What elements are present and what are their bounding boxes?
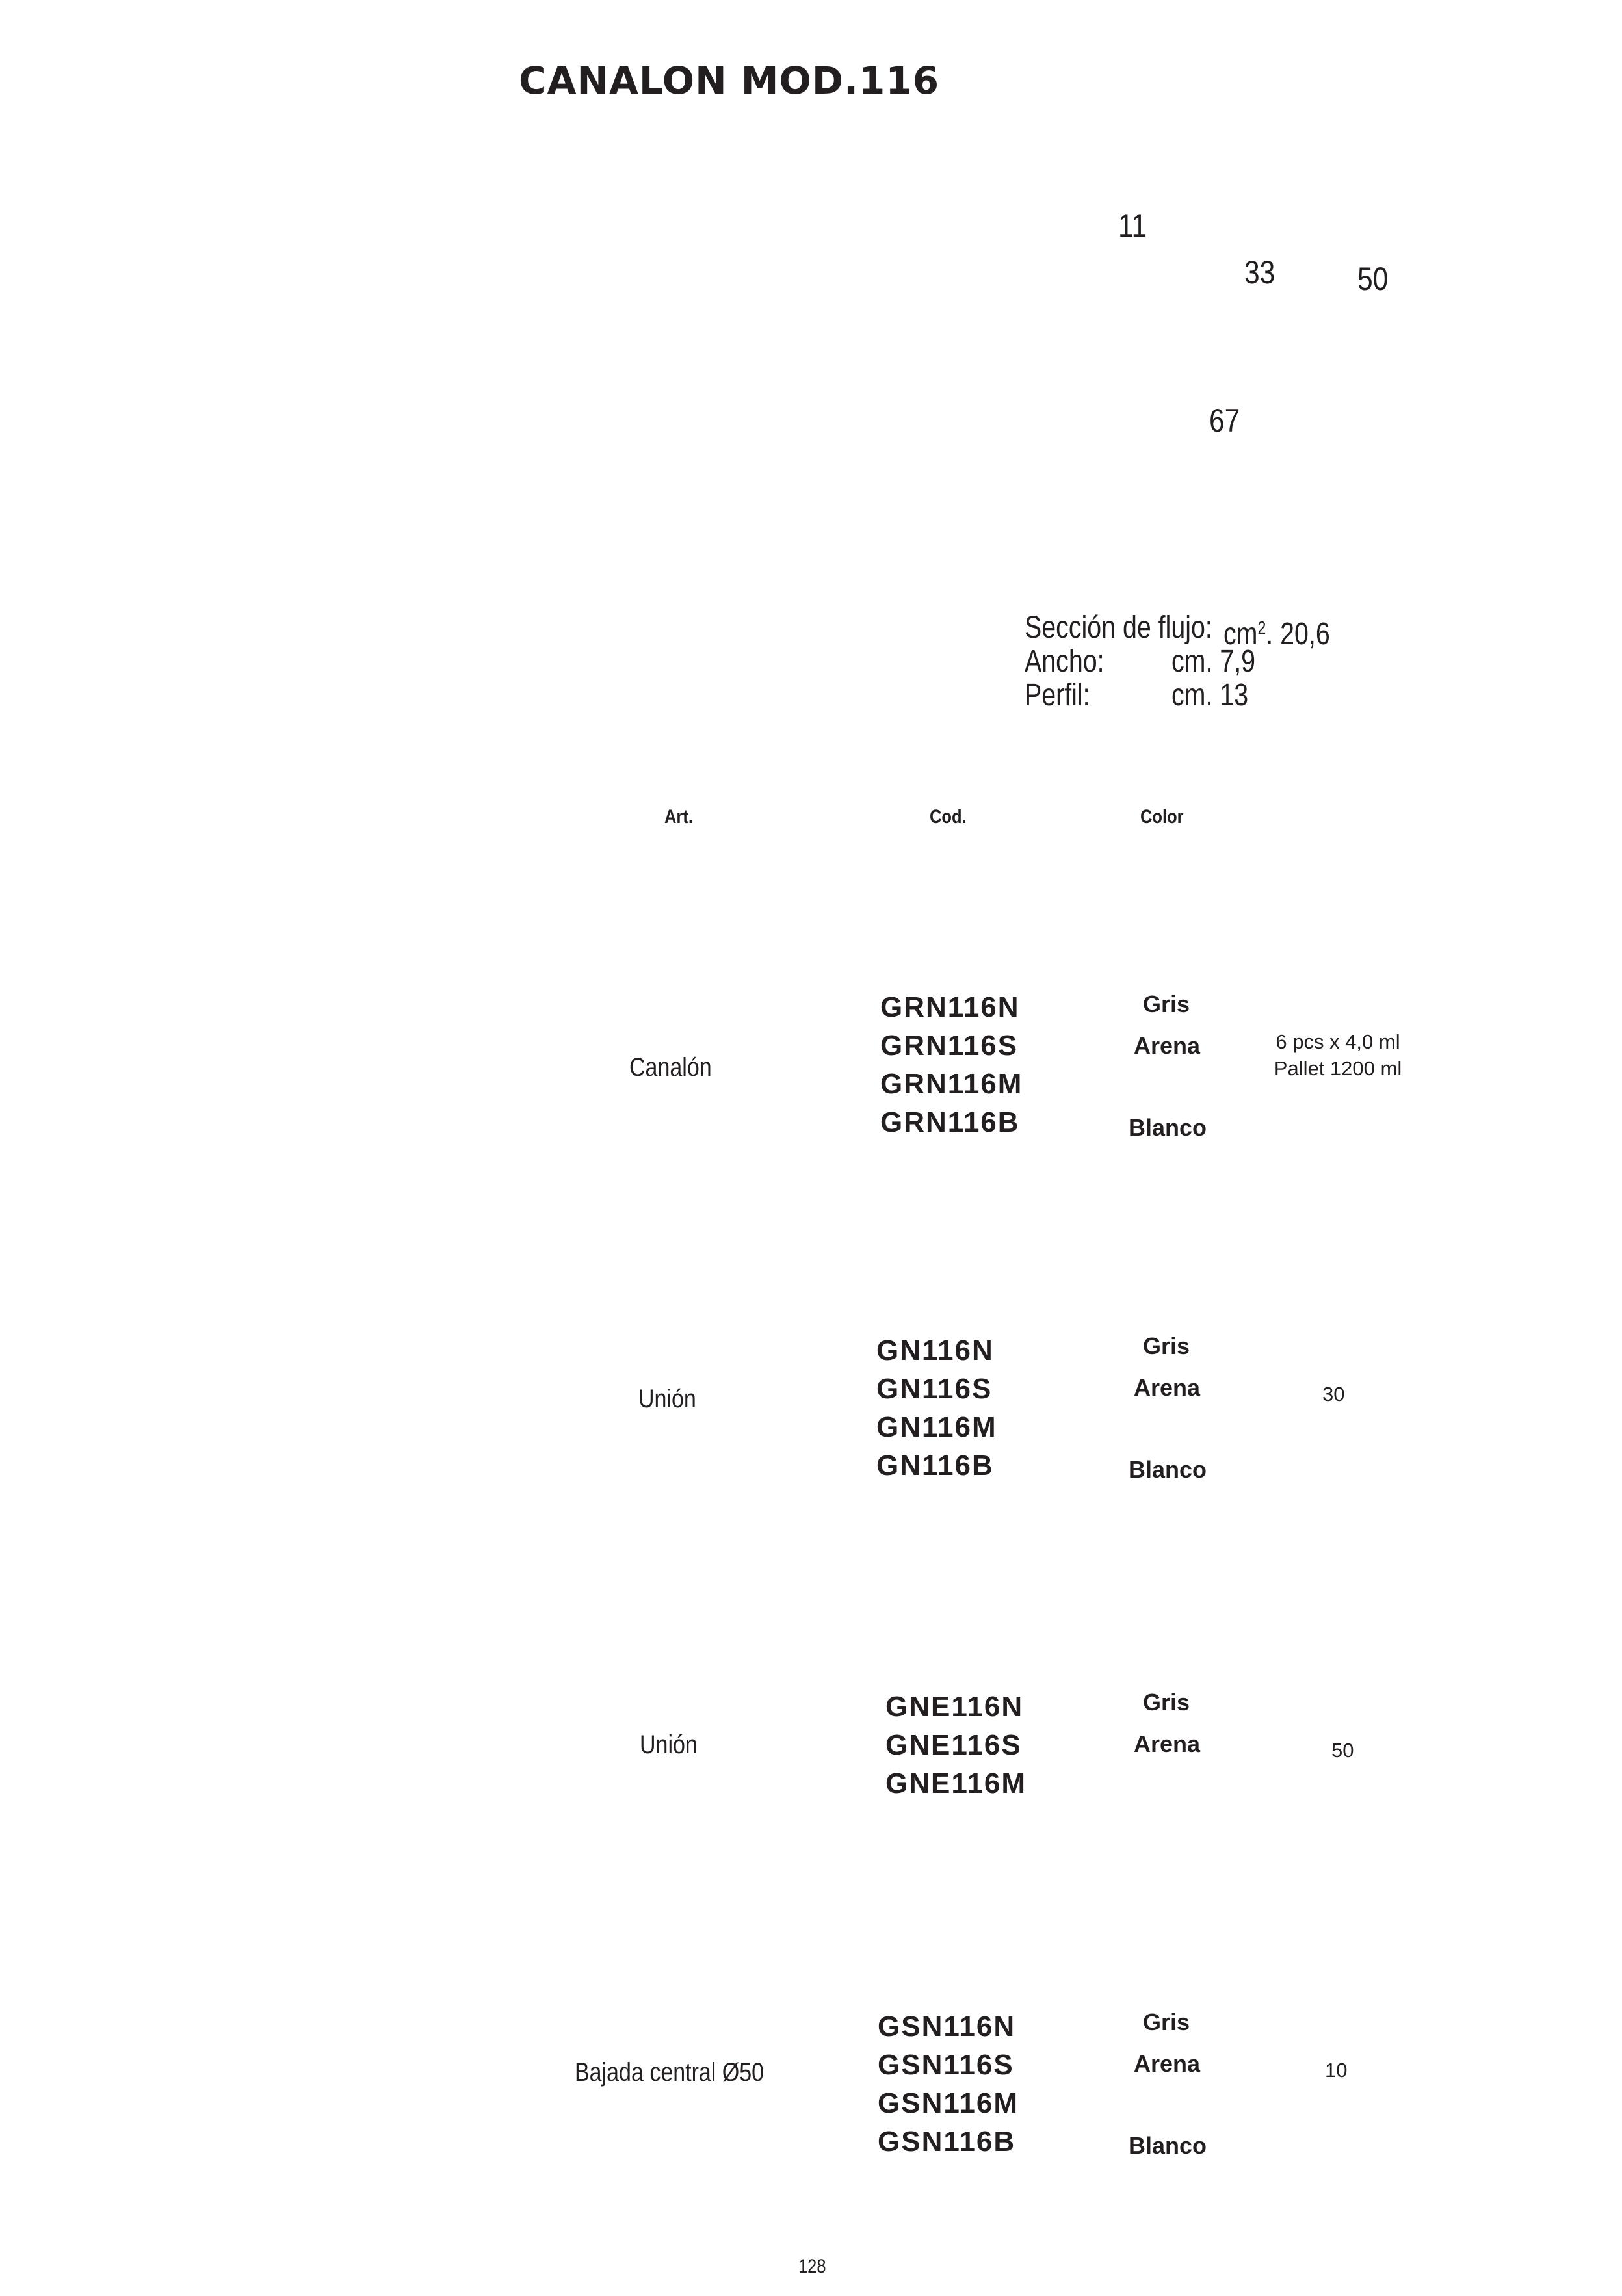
header-art: Art.: [664, 806, 693, 828]
header-color: Color: [1140, 806, 1184, 828]
color-arena: Arena: [1134, 1374, 1201, 1401]
code: GSN116S: [878, 2049, 1014, 2081]
code: GSN116N: [878, 2011, 1016, 2042]
code: GN116B: [876, 1450, 994, 1481]
packaging-note: 30: [1322, 1383, 1345, 1405]
code: GNE116M: [885, 1768, 1027, 1799]
packaging-note: 10: [1325, 2059, 1348, 2081]
code: GNE116S: [885, 1729, 1022, 1761]
dimension-label-50: 50: [1357, 261, 1389, 297]
article-name: Canalón: [629, 1053, 712, 1082]
spec-profile-value: cm. 13: [1171, 678, 1249, 712]
packaging-note: 50: [1331, 1739, 1354, 1762]
color-arena: Arena: [1134, 1032, 1201, 1059]
color-gris: Gris: [1143, 1689, 1190, 1715]
code: GRN116N: [880, 991, 1020, 1023]
code: GNE116N: [885, 1691, 1024, 1723]
article-name: Unión: [640, 1730, 698, 1759]
code: GRN116S: [880, 1030, 1019, 1062]
header-cod: Cod.: [930, 806, 967, 828]
pallet-qty: Pallet 1200 ml: [1274, 1057, 1402, 1080]
spec-width-label: Ancho:: [1025, 644, 1105, 679]
code: GRN116M: [880, 1068, 1023, 1100]
color-gris: Gris: [1143, 2009, 1190, 2035]
code: GSN116B: [878, 2126, 1016, 2158]
code: GSN116M: [878, 2087, 1019, 2119]
dimension-label-67: 67: [1209, 402, 1240, 439]
spec-flow-label: Sección de flujo:: [1025, 610, 1212, 645]
color-blanco: Blanco: [1129, 1456, 1207, 1483]
article-name: Bajada central Ø50: [575, 2058, 765, 2087]
dimension-label-11: 11: [1118, 207, 1147, 244]
spec-flow-value: $cm^2$. 20,6: [1223, 617, 1330, 651]
page-number: 128: [798, 2256, 826, 2277]
code: GN116M: [876, 1411, 997, 1443]
color-arena: Arena: [1134, 2050, 1201, 2077]
color-gris: Gris: [1143, 991, 1190, 1017]
page-title: CANALON MOD.116: [519, 59, 940, 103]
code-list: [885, 1688, 1027, 1803]
code-list: [880, 988, 1023, 1141]
code-list: [878, 2007, 1019, 2161]
dimension-label-33: 33: [1244, 254, 1275, 291]
code: GN116S: [876, 1373, 993, 1405]
spec-profile-label: Perfil:: [1025, 678, 1090, 712]
packaging-qty: 6 pcs x 4,0 ml: [1275, 1030, 1400, 1053]
code: GRN116B: [880, 1106, 1020, 1138]
article-name: Unión: [638, 1385, 696, 1413]
code-list: [876, 1331, 997, 1485]
packaging-note: [1266, 1028, 1409, 1082]
spec-width-value: cm. 7,9: [1171, 644, 1256, 679]
color-gris: Gris: [1143, 1333, 1190, 1359]
color-arena: Arena: [1134, 1730, 1201, 1757]
code: GN116N: [876, 1335, 994, 1366]
color-blanco: Blanco: [1129, 1114, 1207, 1141]
color-blanco: Blanco: [1129, 2132, 1207, 2159]
